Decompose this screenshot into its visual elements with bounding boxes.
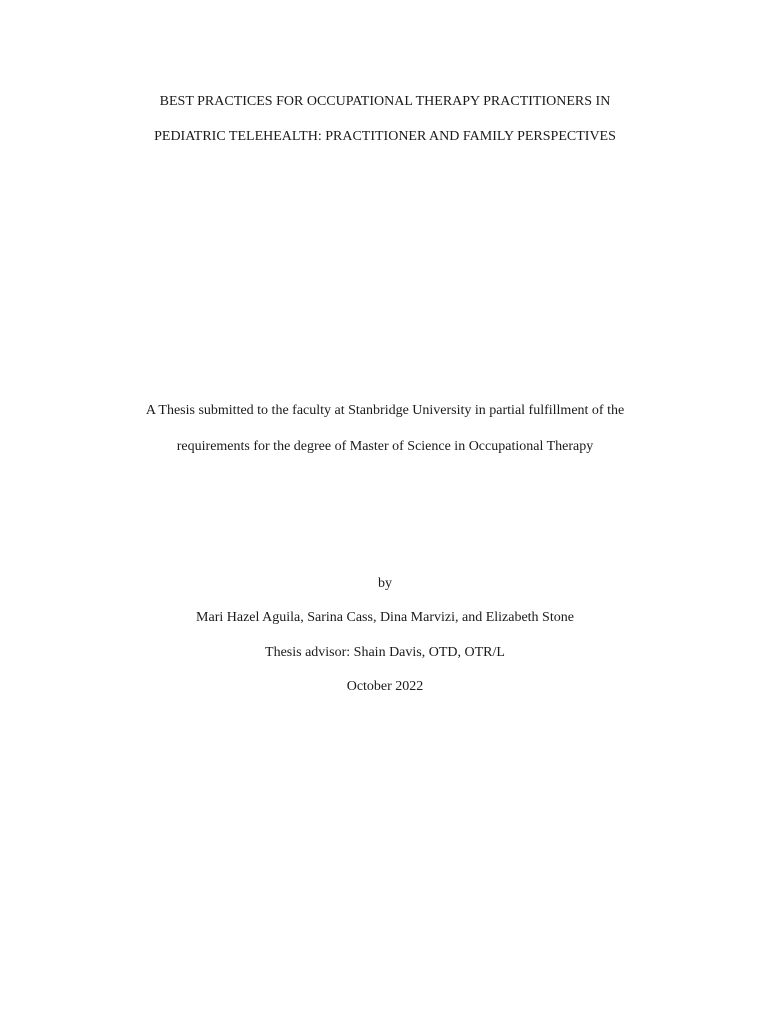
title-line-2: PEDIATRIC TELEHEALTH: PRACTITIONER AND FAMILY PERSPECTIVES: [154, 129, 616, 144]
title-line-1: BEST PRACTICES FOR OCCUPATIONAL THERAPY PRACTITIONERS IN: [159, 94, 611, 109]
by-label: by: [378, 576, 392, 591]
submission-date: October 2022: [346, 679, 424, 694]
submission-line-1: A Thesis submitted to the faculty at Stanbridge University in partial fulfillment of the: [145, 403, 625, 418]
submission-line-2: requirements for the degree of Master of Science in Occupational Therapy: [176, 439, 594, 454]
authors: Mari Hazel Aguila, Sarina Cass, Dina Marvizi, and Elizabeth Stone: [196, 610, 574, 625]
thesis-advisor: Thesis advisor: Shain Davis, OTD, OTR/L: [265, 645, 505, 660]
